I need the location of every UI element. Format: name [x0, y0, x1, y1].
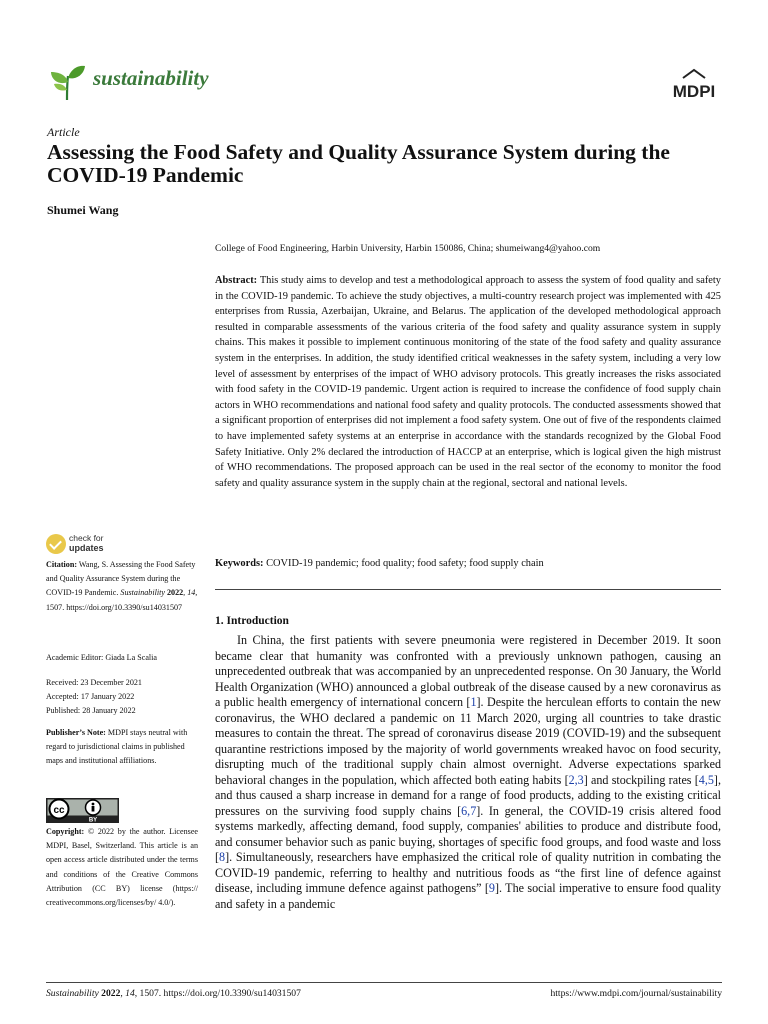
citation-label: Citation:	[46, 560, 78, 569]
academic-editor: Academic Editor: Giada La Scalia	[46, 653, 158, 662]
author-name: Shumei Wang	[47, 203, 119, 217]
journal-url-link[interactable]: https://www.mdpi.com/journal/sustainability	[550, 988, 722, 999]
journal-logo-icon	[47, 62, 87, 102]
copyright-text: © 2022 by the author. Licensee MDPI, Basel, Switzerland. This article is an open access article distributed under the terms and conditions of the Creative Commons Attribution (CC BY) license (https:// creativecommons.org/licenses/by/ 4.0/).	[46, 827, 199, 908]
publisher-note-text: MDPI stays neutral with regard to jurisdictional claims in published maps and institutional affiliations.	[46, 728, 188, 766]
intro-text: In China, the first patients with severe pneumonia were registered in December 2019. It soon became clear that humanity was confronted with a previously unknown pathogen, causing an unprecedented outbreak that was accompanied by an unprecedented response. On 30 January, the World Health Organization (WHO) announced a global outbreak of the disease caused by a new coronavirus as a public health emergency of international concern [	[215, 633, 721, 709]
cc-badge-label: BY	[88, 817, 98, 823]
publication-dates	[46, 676, 198, 719]
keywords-label: Keywords:	[215, 558, 264, 569]
abstract-label: Abstract:	[215, 275, 258, 286]
svg-text:cc: cc	[53, 805, 65, 816]
intro-text: ] and stockpiling rates [	[583, 772, 699, 787]
reference-link[interactable]: 9	[488, 881, 495, 895]
check-updates-line1: check for	[69, 533, 104, 543]
reference-link[interactable]: 8	[219, 850, 226, 864]
keywords-text: COVID-19 pandemic; food quality; food safety; food supply chain	[266, 558, 544, 569]
intro-text: ], and thus caused a sharp increase in demand for a range of food products, adding to the existing critical pressures on the surviving food supply chains [	[215, 772, 721, 818]
citation-doi: 1507. https://doi.org/10.3390/su14031507	[46, 602, 183, 612]
intro-text: ]. Simultaneously, researchers have emphasized the critical role of quality nutrition in combating the COVID-19 pandemic, referring to healthy and nutritious foods as “the first line of defence against disease, including immune defence against pathogens” [	[215, 850, 721, 895]
reference-link[interactable]: 1	[470, 695, 477, 709]
check-updates-line2: updates	[69, 543, 104, 553]
checkmark-icon	[46, 534, 66, 554]
published-date: Published: 28 January 2022	[46, 706, 136, 716]
citation-text: Wang, S. Assessing the Food Safety and Quality Assurance System during the COVID-19 Pandemic.	[46, 560, 196, 598]
footer-year: 2022	[101, 988, 121, 999]
reference-link[interactable]: 6,7	[461, 803, 477, 818]
article-type: Article	[47, 125, 80, 139]
copyright-label: Copyright:	[46, 827, 85, 836]
citation-year: 2022	[166, 588, 184, 598]
reference-link[interactable]: 2,3	[568, 772, 584, 787]
received-date: Received: 23 December 2021	[46, 678, 142, 687]
article-title: Assessing the Food Safety and Quality Assurance System during the COVID-19 Pandemic	[47, 140, 670, 187]
footer-divider	[46, 982, 722, 983]
publisher-note	[46, 726, 198, 769]
section-divider	[215, 589, 721, 590]
abstract	[215, 273, 721, 491]
section-heading: 1. Introduction	[215, 615, 289, 627]
citation-volume: 14	[187, 588, 196, 598]
affiliation: College of Food Engineering, Harbin University, Harbin 150086, China; shumeiwang4@yahoo.com	[215, 243, 601, 254]
mdpi-logo	[665, 68, 723, 104]
reference-link[interactable]: 4,5	[698, 772, 714, 787]
footer-volume: 14	[125, 988, 135, 999]
mdpi-logo-text: MDPI	[672, 82, 716, 101]
footer-citation: Sustainability 2022, 14, 1507. https://doi.org/10.3390/su14031507	[46, 988, 301, 999]
accepted-date: Accepted: 17 January 2022	[46, 692, 135, 702]
journal-name: sustainability	[93, 66, 209, 90]
abstract-text: This study aims to develop and test a methodological approach to assess the system of food quality and safety in the COVID-19 pandemic. To achieve the study objectives, a multi-country research project was implemented with 425 enterprises from Russia, Azerbaijan, Ukraine, and Belarus. The application of the developed methodological approach resulted in comparable assessments of the various criteria of the food safety and quality assurance system in supply chains. This makes it possible to implement continuous monitoring of the state of the food safety and quality assurance system in the enterprises. In addition, the study identified critical weaknesses in the safety system, including a very low level of assessment by enterprises of the impact of WHO advisory protocols. This greatly increases the risks associated with food safety in the COVID-19 pandemic. Urgent action is required to increase the confidence of food supply chain actors in WHO recommendations and national food safety and quality protocols. The conducted assessments showed that a significant proportion of enterprises did not implement a food safety system. One out of five of the respondents claimed to have implemented safety systems at an enterprise in accordance with the standards recognized by the Global Food Safety Initiative. Only 2% declared the introduction of HACCP at an enterprise, which is logical given the high mistrust of WHO recommendations. The proposed approach can be used in the real sector of the economy to monitor the food safety and quality assurance system in the supply chain at the regional, sectoral and national levels.	[215, 275, 721, 489]
publisher-note-label: Publisher’s Note:	[46, 728, 106, 737]
citation-journal: Sustainability	[120, 588, 165, 598]
cc-by-icon[interactable]	[46, 798, 119, 823]
check-for-updates-button[interactable]	[46, 532, 156, 556]
intro-text: ]. Despite the herculean efforts to contain the new coronavirus, the WHO declared a pandemic on 11 March 2020, urging all countries to take drastic measures to contain the threat. The spread of coronavirus disease 2019 (COVID-19) and the subsequent quarantine restrictions imposed by the majority of world governments wreaked havoc on food security, disrupting much of the traditional supply chain almost overnight. Adverse expectations sparked behavioral changes in the population, which affected both eating habits [	[215, 695, 721, 787]
copyright-notice	[46, 825, 198, 910]
keywords	[215, 556, 721, 571]
footer-journal: Sustainability	[46, 988, 99, 999]
intro-text: ]. The social imperative to ensure food quality and safety in a pandemic	[215, 881, 721, 911]
intro-text: ]. In general, the COVID-19 crisis altered food systems markedly, affecting demand, food supply, companies' abilities to produce and distribute food, and consumer behavior such as panic buying, shortages of specific food groups, and food waste and loss [	[215, 803, 721, 864]
intro-paragraph	[215, 633, 721, 912]
footer-doi: 1507. https://doi.org/10.3390/su14031507	[139, 988, 301, 999]
citation-block: Citation: Wang, S. Assessing the Food Safety and Quality Assurance System during the COVID-19 Pandemic. Sustainability 2022, 14, 1507. https://doi.org/10.3390/su14031507	[46, 560, 198, 612]
